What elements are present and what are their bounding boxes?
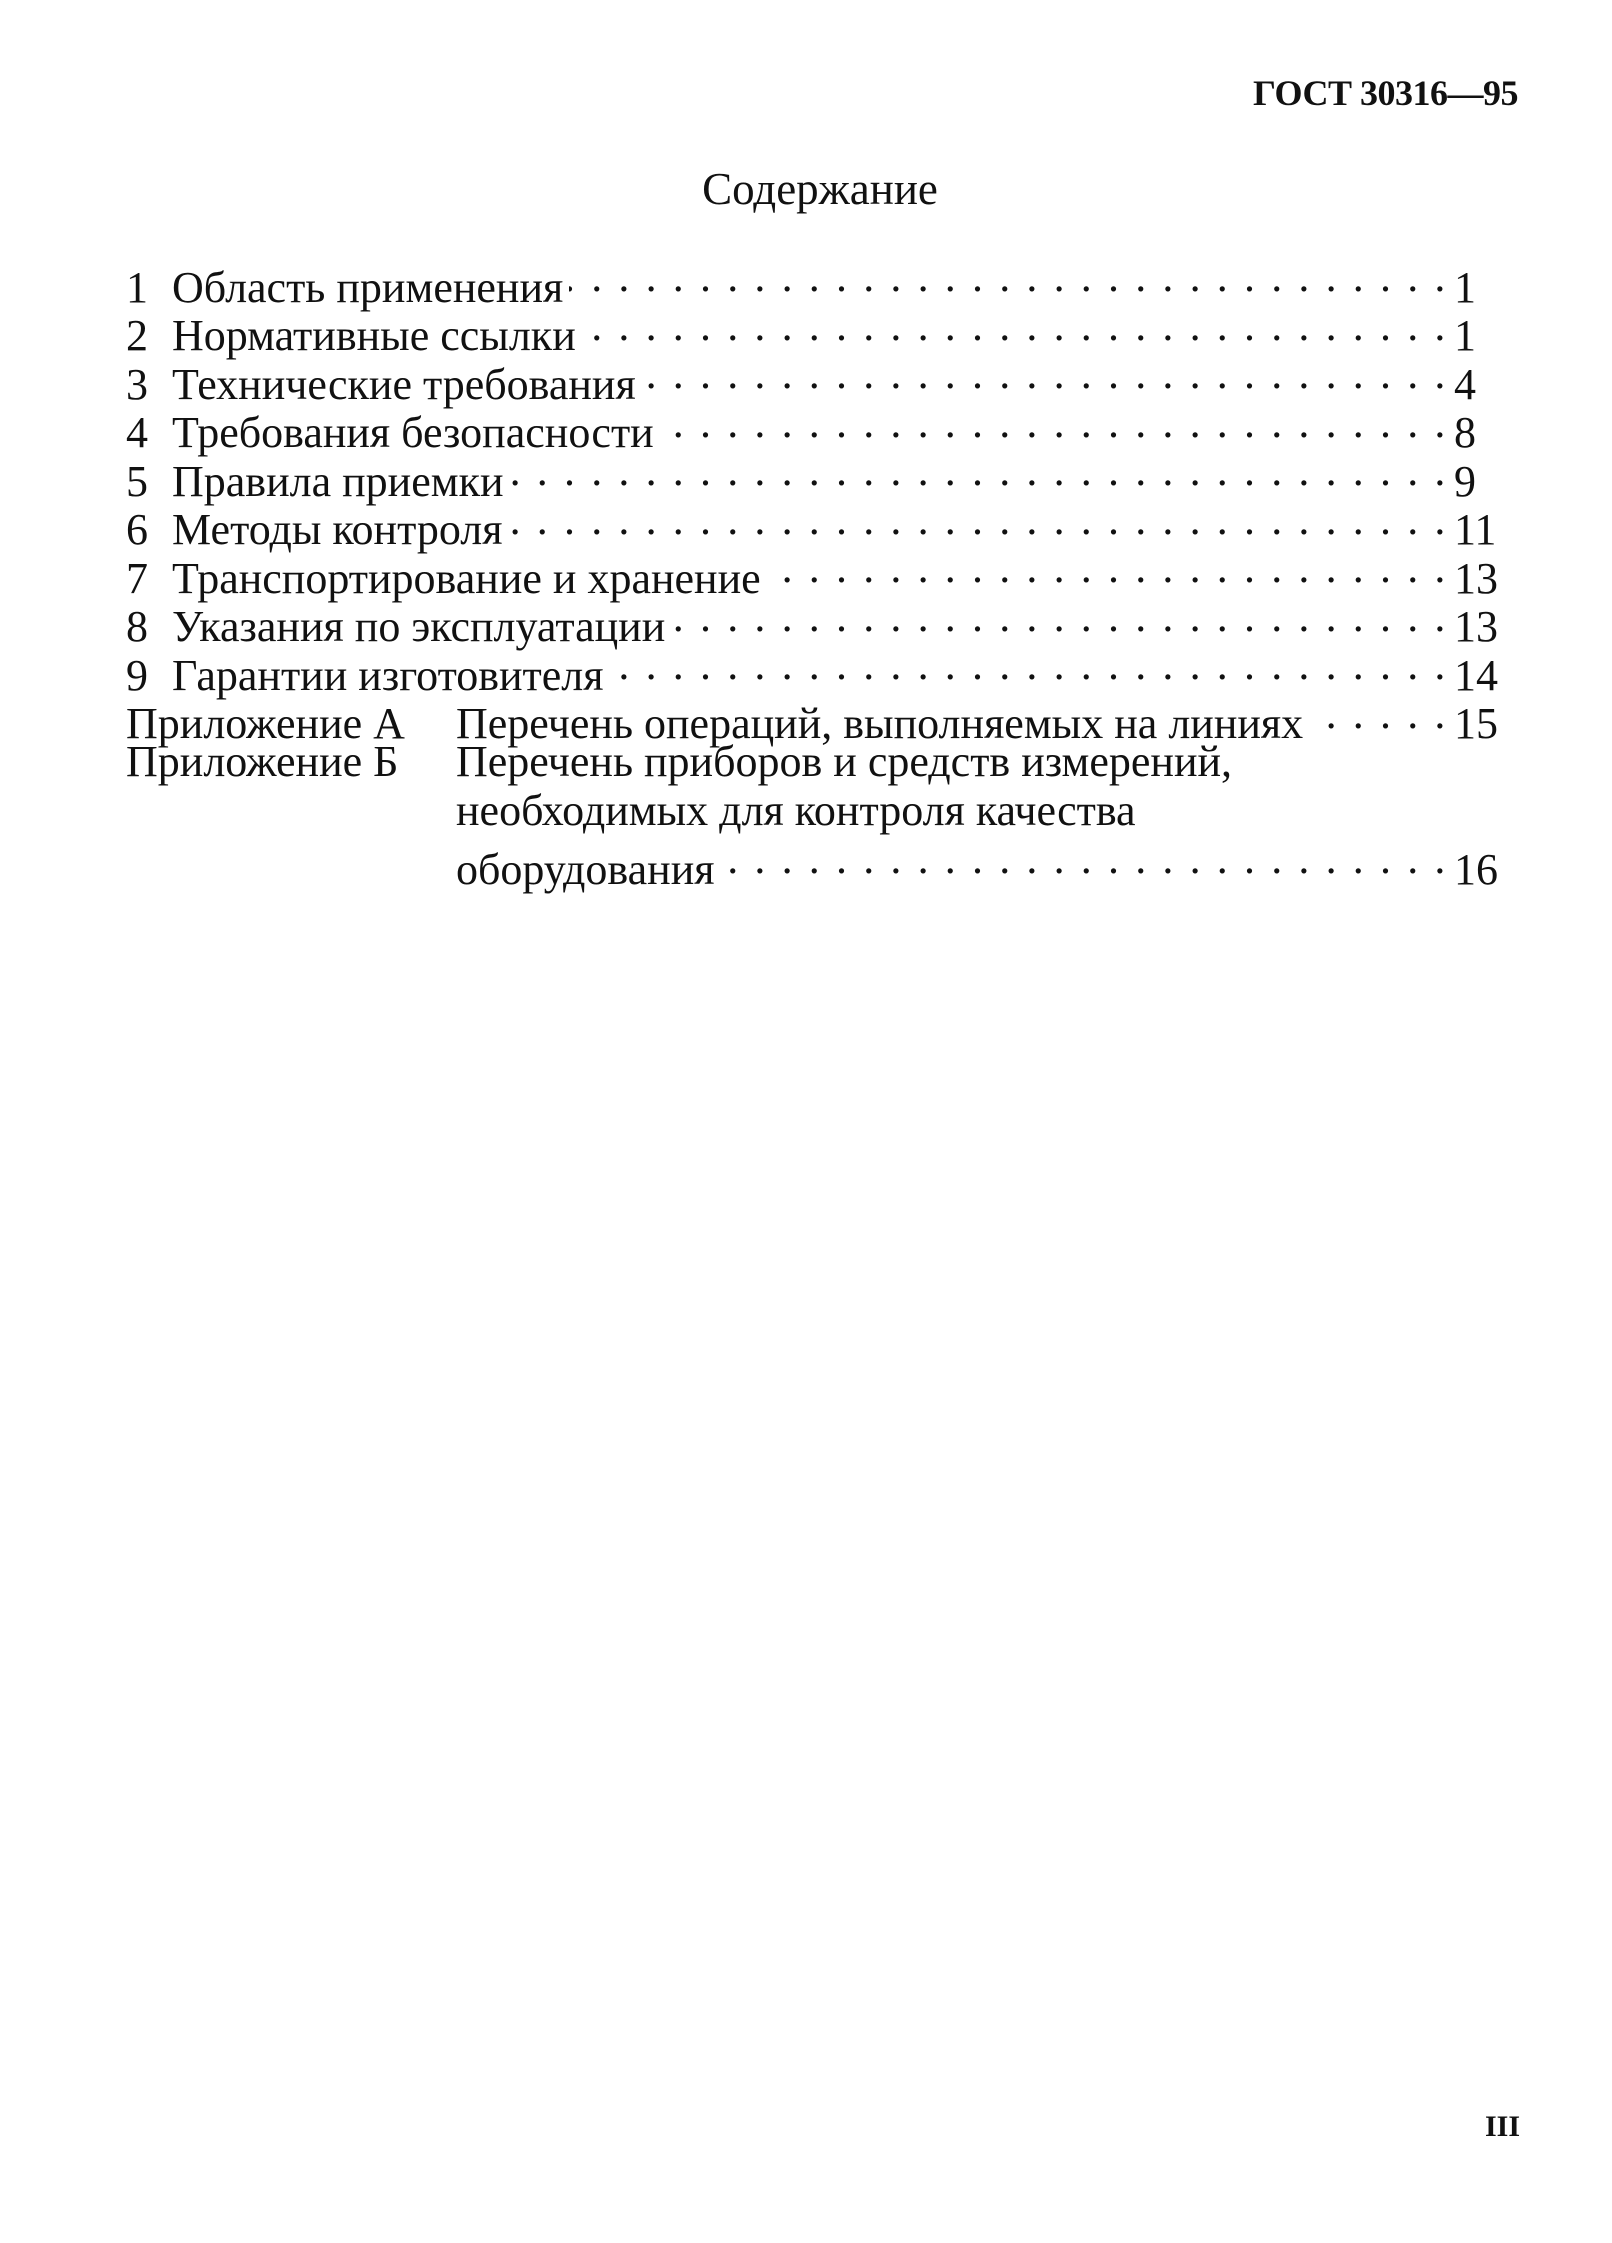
toc-entry-page: 11 — [1454, 505, 1497, 554]
toc-leader-dots — [642, 350, 1448, 399]
toc-entry-page: 1 — [1454, 311, 1476, 360]
toc-entry-number: 5 — [126, 456, 148, 506]
toc-entry-page: 14 — [1454, 650, 1498, 700]
toc-entry-page: 13 — [1454, 602, 1498, 651]
toc-entry-number: 9 — [126, 650, 148, 700]
toc-entry-title-line-3: оборудования — [456, 844, 715, 894]
toc-leader-dots — [508, 496, 1448, 545]
appendix-label: Приложение А — [126, 699, 405, 748]
toc-entry-title: Перечень операций, выполняемых на линиях — [456, 699, 1304, 748]
toc-entry-title: Технические требования — [172, 359, 636, 409]
toc-entry-number: 1 — [126, 262, 148, 312]
toc-leader-dots — [1309, 690, 1448, 739]
toc-entry-title: Требования безопасности — [172, 408, 654, 457]
toc-leader-dots — [671, 593, 1448, 642]
toc-entry-title: Гарантии изготовителя — [172, 650, 604, 700]
toc-entry-title: Нормативные ссылки — [172, 311, 576, 360]
toc-entry-title-line-2: необходимых для контроля качества — [456, 785, 1136, 835]
page-number: III — [1484, 2110, 1520, 2143]
toc-leader-dots — [569, 253, 1448, 302]
toc-entry-number: 4 — [126, 408, 148, 457]
toc-entry-page: 16 — [1454, 844, 1498, 894]
toc-entry-page: 13 — [1454, 553, 1498, 603]
toc-entry-number: 7 — [126, 553, 148, 603]
toc-entry-page: 15 — [1454, 699, 1498, 748]
toc-leader-dots — [582, 302, 1448, 351]
toc-leader-dots — [720, 835, 1448, 884]
toc-entry-page: 4 — [1454, 359, 1476, 409]
toc-entry-number: 6 — [126, 505, 148, 554]
toc-entry-page: 9 — [1454, 456, 1476, 506]
toc-entry[interactable] — [126, 253, 1510, 312]
toc-entry-title-line-1: Перечень приборов и средств измерений, — [456, 737, 1233, 786]
appendix-label: Приложение Б — [126, 737, 399, 786]
toc-entry-continuation — [126, 787, 1510, 836]
toc-entry-number: 3 — [126, 359, 148, 409]
toc-title: Содержание — [702, 164, 938, 214]
toc-entry-number: 8 — [126, 602, 148, 651]
toc-entry-title: Правила приемки — [172, 456, 504, 506]
toc-entry-continuation[interactable] — [126, 835, 1510, 894]
toc-entry-title: Транспортирование и хранение — [172, 553, 761, 603]
toc-leader-dots — [660, 399, 1448, 448]
toc-leader-dots — [767, 544, 1448, 593]
toc-leader-dots — [510, 447, 1448, 496]
document-code: ГОСТ 30316—95 — [1253, 73, 1518, 113]
toc-entry-page: 1 — [1454, 262, 1476, 312]
table-of-contents — [126, 253, 1510, 894]
toc-entry-title: Методы контроля — [172, 505, 503, 554]
toc-entry-page: 8 — [1454, 408, 1476, 457]
toc-entry-title: Область применения — [172, 262, 564, 312]
toc-leader-dots — [610, 641, 1449, 690]
toc-entry-title: Указания по эксплуатации — [172, 602, 666, 651]
toc-entry-number: 2 — [126, 311, 148, 360]
